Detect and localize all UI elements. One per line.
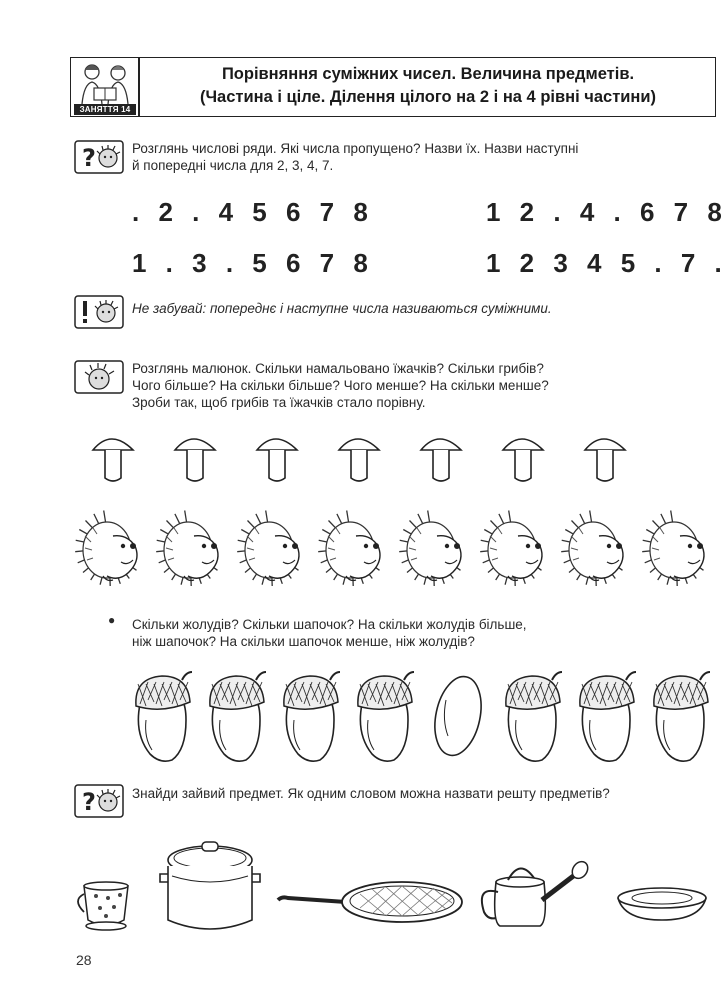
- acorn-icon: [506, 672, 562, 761]
- hedgehog-icon: [399, 511, 461, 587]
- hedgehog-icon: [318, 511, 380, 587]
- task2-line-3: Зроби так, щоб грибів та їжачків стало порівну.: [132, 395, 426, 410]
- hedgehog-icon: [642, 511, 704, 587]
- plate-icon: [614, 884, 710, 928]
- number-row-right-1: 1 2 . 4 . 6 7 8: [486, 197, 728, 227]
- mushroom-row: [85, 430, 645, 490]
- page-title: [140, 63, 716, 109]
- hedgehog-icon: [561, 511, 623, 587]
- lesson-label: ЗАНЯТТЯ 14: [74, 104, 136, 115]
- mushroom-icon: [339, 439, 379, 481]
- cup-icon: [74, 878, 144, 934]
- hedgehog-icon: [237, 511, 299, 587]
- hedgehog-icon: [74, 360, 124, 394]
- task3-line-2: ніж шапочок? На скільки шапочок менше, ніж жолудів?: [132, 634, 475, 649]
- mushroom-icon: [503, 439, 543, 481]
- svg-text:?: ?: [82, 144, 96, 172]
- mushroom-icon: [257, 439, 297, 481]
- task2-line-2: Чого більше? На скільки більше? Чого менше? На скільки менше?: [132, 378, 549, 393]
- acorn-row: [130, 668, 720, 768]
- frying-pan-icon: [276, 870, 466, 930]
- acorn-icon: [358, 672, 414, 761]
- acorn-icon: [136, 672, 192, 761]
- acorn-icon: [284, 672, 340, 761]
- title-line-1: Порівняння суміжних чисел. Величина предметів.: [221, 65, 635, 83]
- task3-instructions: [132, 616, 712, 650]
- acorn-icon: [654, 672, 710, 761]
- watering-can-icon: [478, 852, 598, 932]
- title-line-2: (Частина і ціле. Ділення цілого на 2 і на 4 рівні частини): [199, 88, 657, 106]
- page-number: 28: [76, 952, 92, 968]
- task1-line-2: й попередні числа для 2, 3, 4, 7.: [132, 158, 334, 173]
- acorn-icon: [580, 672, 636, 761]
- hedgehog-icon: [75, 511, 137, 587]
- mushroom-icon: [421, 439, 461, 481]
- task2-line-1: Розглянь малюнок. Скільки намальовано їжачків? Скільки грибів?: [132, 361, 544, 376]
- mushroom-icon: [93, 439, 133, 481]
- hedgehog-icon: [480, 511, 542, 587]
- number-row-left-1: . 2 . 4 5 6 7 8: [132, 197, 374, 227]
- note-text: Не забувай: попереднє і наступне числа називаються суміжними.: [132, 301, 552, 316]
- hedgehog-icon: [156, 511, 218, 587]
- teacher-children-illustration-icon: [74, 60, 136, 104]
- acorn-icon: [210, 672, 266, 761]
- exclamation-hedgehog-icon: [74, 295, 124, 329]
- bullet-icon: ●: [108, 613, 116, 627]
- mushroom-icon: [585, 439, 625, 481]
- question-hedgehog-icon: [74, 140, 124, 174]
- task1-instructions: [132, 140, 712, 174]
- hedgehog-row: [75, 502, 725, 590]
- task4-instructions: Знайди зайвий предмет. Як одним словом можна назвати решту предметів?: [132, 786, 610, 801]
- number-row-right-2: 1 2 3 4 5 . 7 .: [486, 248, 728, 278]
- pot-icon: [158, 836, 262, 934]
- question-hedgehog-icon: [74, 784, 124, 818]
- svg-text:?: ?: [82, 788, 96, 816]
- number-row-left-2: 1 . 3 . 5 6 7 8: [132, 248, 374, 278]
- task3-line-1: Скільки жолудів? Скільки шапочок? На скільки жолудів більше,: [132, 617, 527, 632]
- task2-instructions: [132, 360, 712, 411]
- mushroom-icon: [175, 439, 215, 481]
- task1-line-1: Розглянь числові ряди. Які числа пропущено? Назви їх. Назви наступні: [132, 141, 579, 156]
- acorn-without-cap-icon: [428, 672, 488, 759]
